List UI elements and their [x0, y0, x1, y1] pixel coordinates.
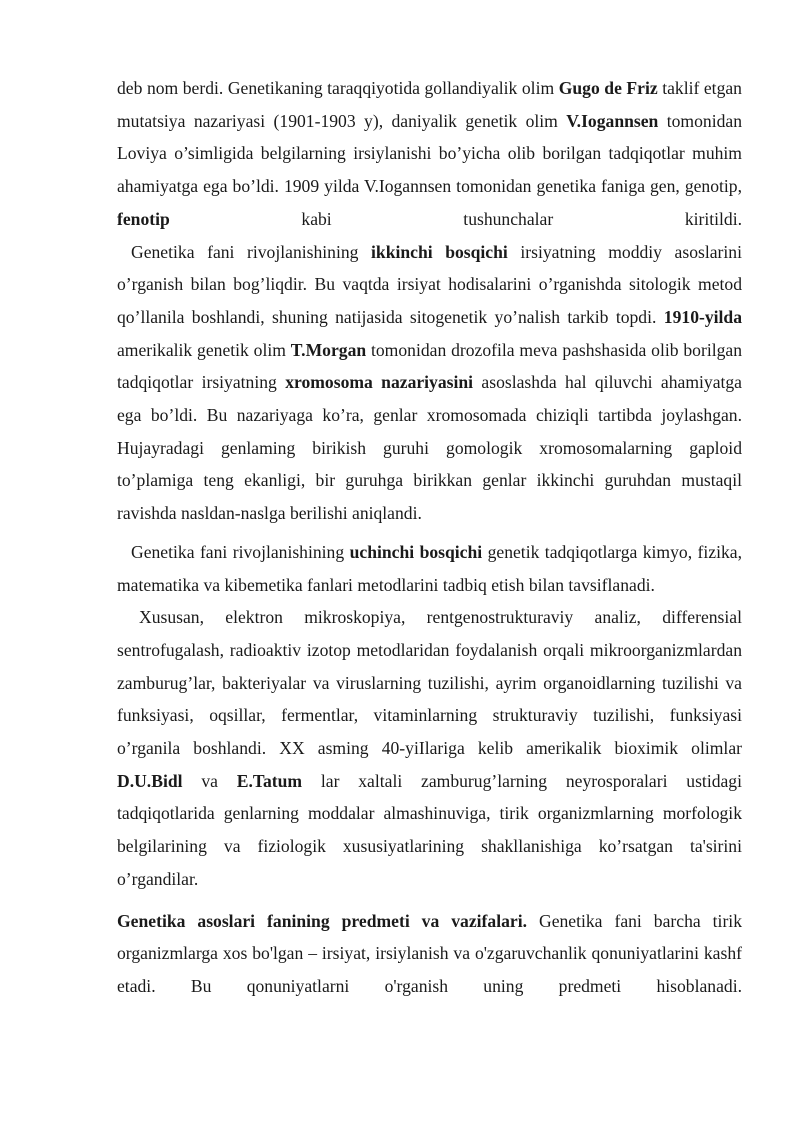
- text-run: tomonidan Loviya o’simligida belgilarning irsiylanishi bo’yicha olib borilgan tadqiqotlar muhim ahamiyatga ega bo’ldi. 1909 yilda V.Iogannsen tomonidan genetika faniga gen, genotip,: [117, 110, 743, 197]
- bold-term: fenotip: [117, 208, 170, 229]
- text-run: Genetika fani rivojlanishining: [131, 241, 372, 262]
- paragraph-1: [117, 72, 742, 236]
- paragraph-5: [117, 905, 742, 1003]
- bold-term: V.Iogannsen: [566, 110, 659, 131]
- text-run: Xususan, elektron mikroskopiya, rentgenostrukturaviy analiz, differensial sentrofugalash, radioaktiv izotop metodlaridan foydalanish orqali mikroorganizmlardan zamburug’lar, bakteriyalar va viruslarning tuzilishi, ayrim organoidlarning tuzilishi va funksiyasi, oqsillar, fermentlar, vitaminlarning strukturaviy tuzilishi, funksiyasi o’rganila boshlandi. XX asming 40-yiIlariga kelib amerikalik bioximik olimlar: [117, 607, 742, 759]
- paragraph-3: [117, 536, 742, 601]
- bold-term: 1910-yilda: [663, 306, 742, 327]
- text-run: genetik tadqiqotlarga kimyo, fizika, matematika va kibemetika fanlari metodlarini tadbiq etish bilan tavsiflanadi.: [117, 541, 742, 595]
- text-run: kabi tushunchalar kiritildi.: [169, 208, 742, 229]
- bold-term: E.Tatum: [236, 770, 303, 791]
- text-run: deb nom berdi. Genetikaning taraqqiyotida gollandiyalik olim: [117, 78, 559, 98]
- bold-term: D.U.Bidl: [117, 770, 183, 791]
- text-run: va: [182, 770, 237, 791]
- text-run: tomonidan drozofila meva pashshasida olib borilgan tadqiqotlar irsiyatning: [117, 339, 743, 393]
- bold-term: ikkinchi bosqichi: [371, 241, 508, 262]
- bold-term: Gugo de Friz: [558, 78, 658, 98]
- bold-term: Genetika asoslari fanining predmeti va vazifalari.: [117, 910, 527, 931]
- text-run: amerikalik genetik olim: [117, 339, 291, 360]
- document-page: [117, 72, 742, 1003]
- bold-term: T.Morgan: [290, 339, 367, 360]
- bold-term: uchinchi bosqichi: [349, 541, 483, 562]
- paragraph-4: [117, 601, 742, 895]
- text-run: lar xaltali zamburug’larning neyrosporalari ustidagi tadqiqotlarida genlarning moddalar almashinuviga, tirik organizmlarning morfologik belgilarining va fiziologik xususiyatlarining shakllanishiga ko’rsatgan ta'sirini o’rgandilar.: [117, 770, 742, 889]
- text-run: taklif etgan mutatsiya nazariyasi (1901-1903 y), daniyalik genetik olim: [117, 78, 742, 131]
- text-run: asoslashda hal qiluvchi ahamiyatga ega bo’ldi. Bu nazariyaga ko’ra, genlar xromosomada chiziqli tartibda joylashgan. Hujayradagi genlaming birikish guruhi gomologik xromosomalarning gaploid to’plamiga teng ekanligi, bir guruhga birikkan genlar ikkinchi guruhdan mustaqil ravishda nasldan-naslga berilishi aniqlandi.: [117, 372, 742, 524]
- text-run: Genetika fani barcha tirik organizmlarga xos bo'lgan – irsiyat, irsiylanish va o'zgaruvchanlik qonuniyatlarini kashf etadi. Bu qonuniyatlarni o'rganish uning predmeti hisoblanadi.: [117, 910, 742, 996]
- text-run: irsiyatning moddiy asoslarini o’rganish bilan bog’liqdir. Bu vaqtda irsiyat hodisalarini o’rganishda sitologik metod qo’llanila boshlandi, shuning natijasida sitogenetik yo’nalish tarkib topdi.: [117, 241, 742, 327]
- bold-term: xromosoma nazariyasini: [285, 372, 474, 393]
- paragraph-2: [117, 236, 742, 530]
- text-run: Genetika fani rivojlanishining: [131, 541, 350, 562]
